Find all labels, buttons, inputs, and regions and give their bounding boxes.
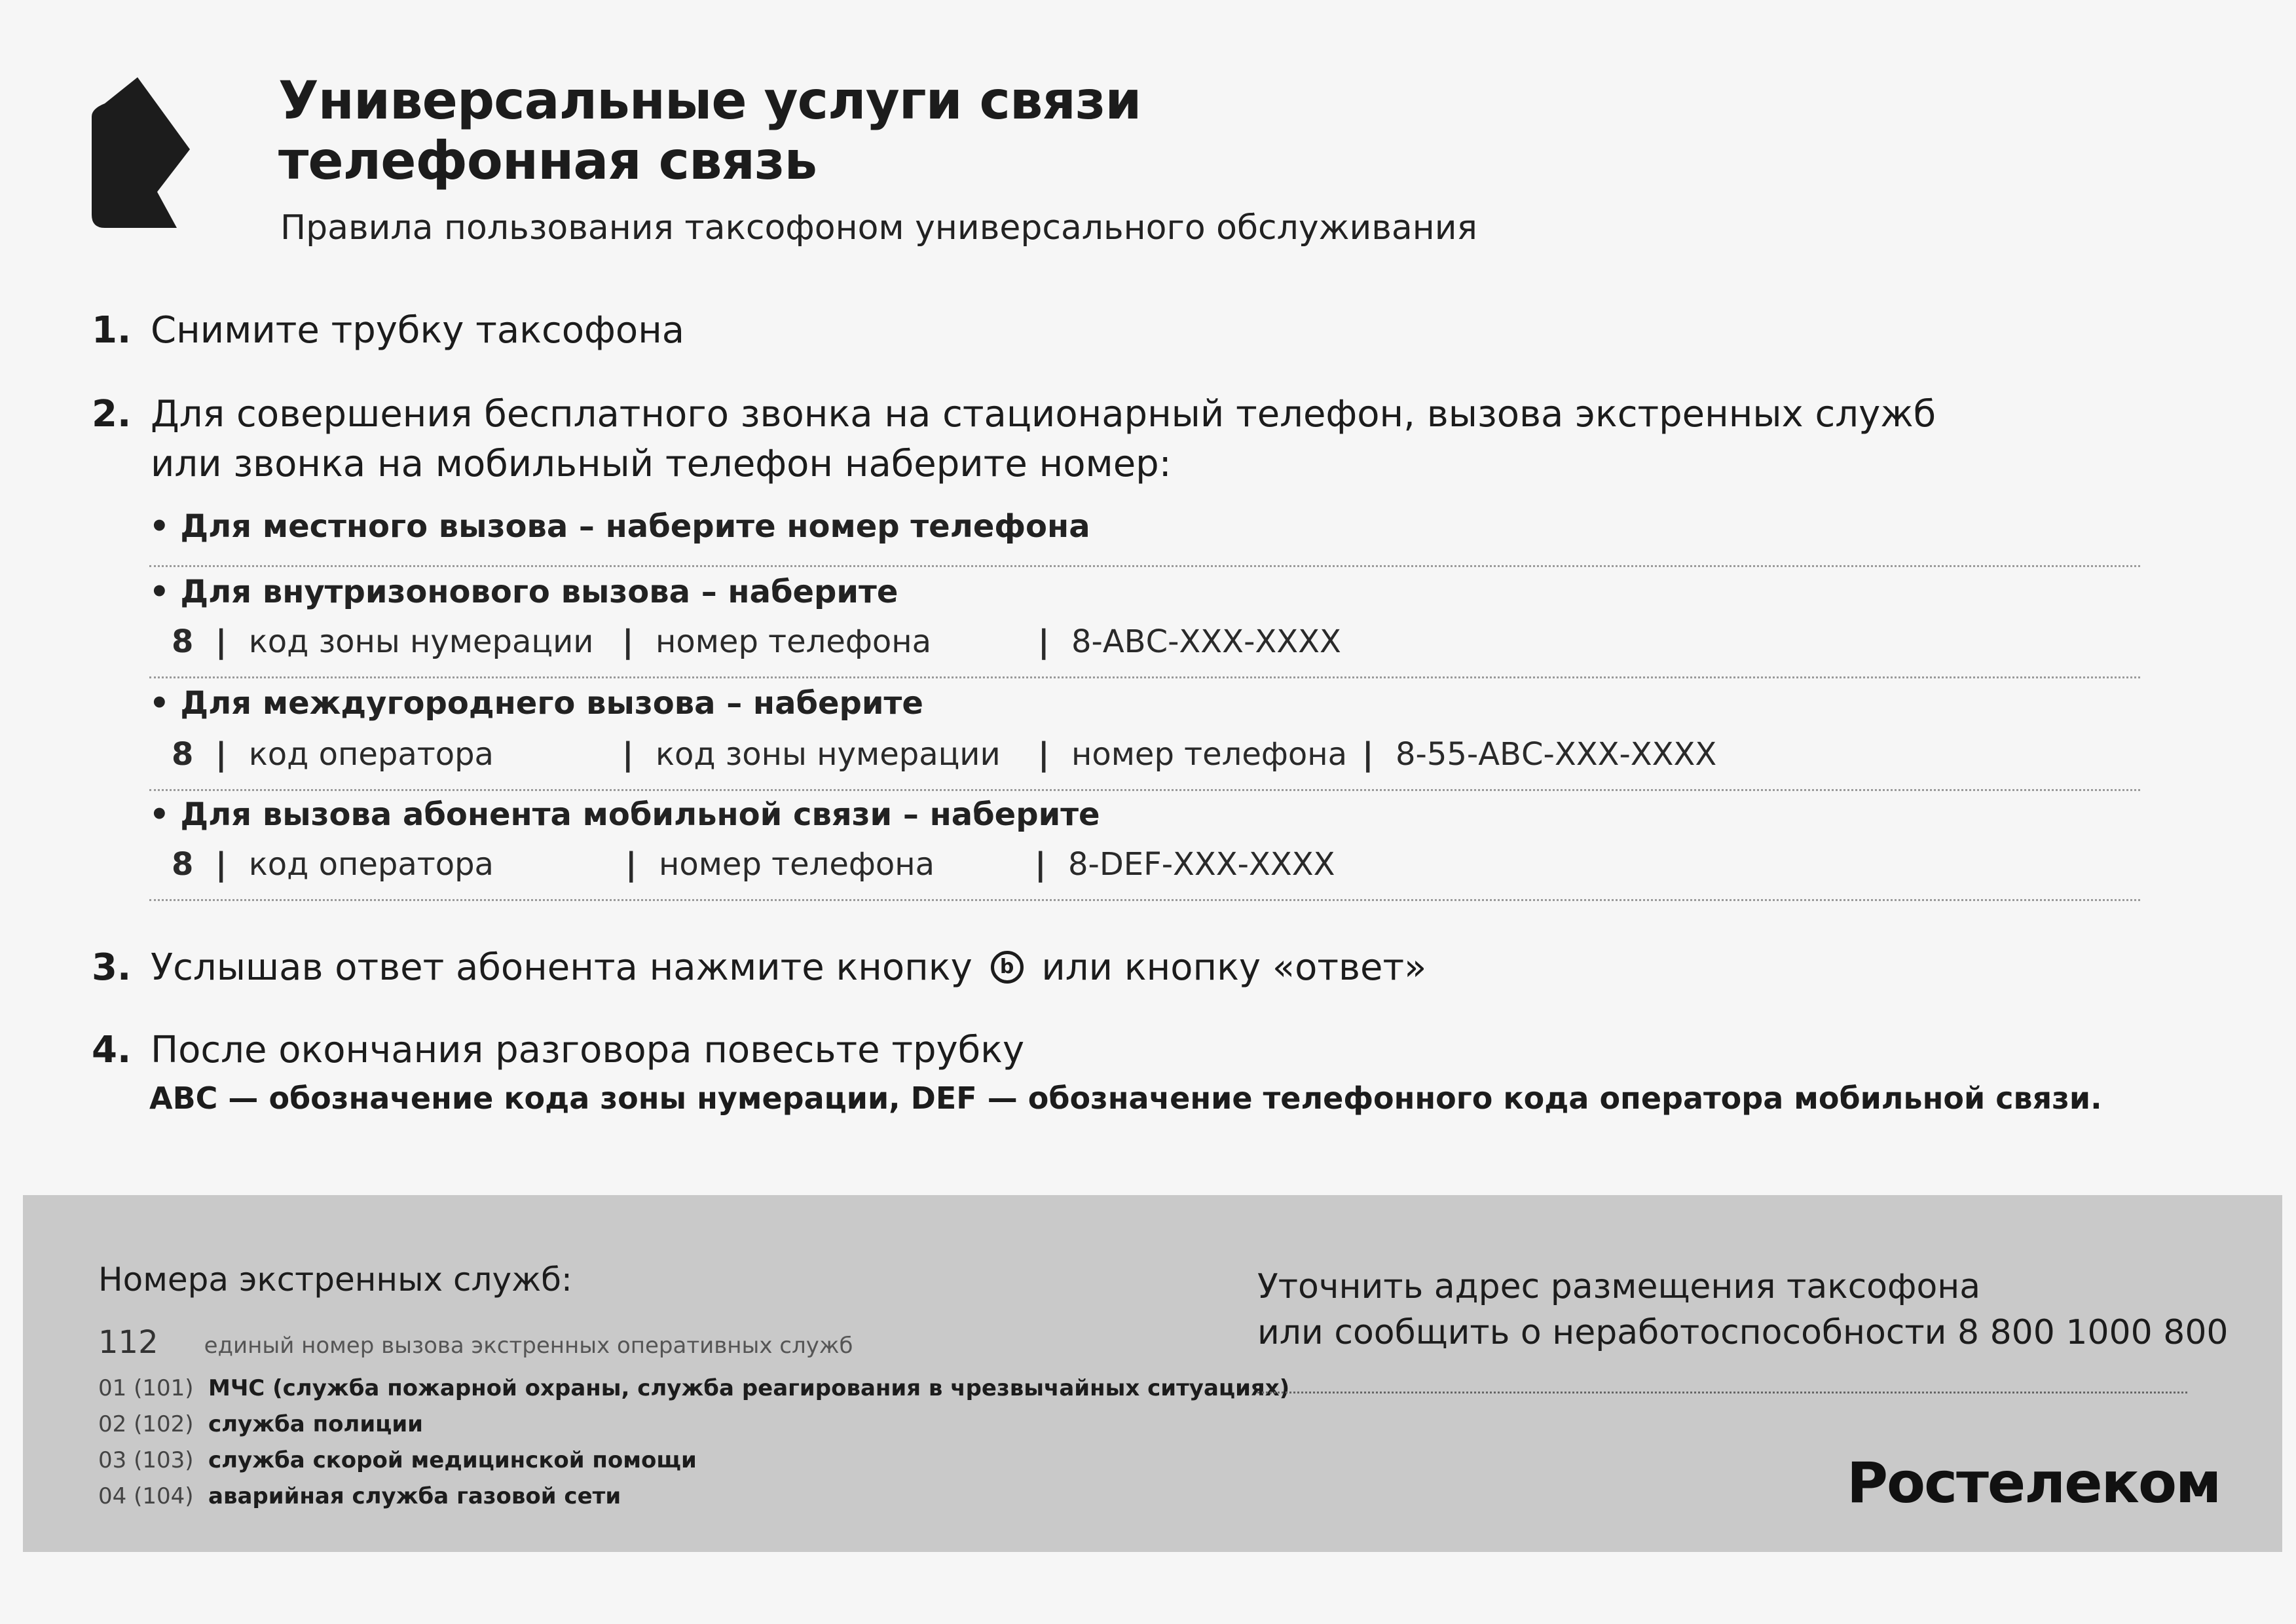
rule-longdistance-part2: | код зоны нумерации <box>622 736 1001 773</box>
part: код оператора <box>248 846 494 883</box>
emergency-item <box>98 1375 1289 1401</box>
part: номер телефона <box>655 623 932 660</box>
emergency-desc: аварийная служба газовой сети <box>208 1483 621 1509</box>
step-number: 4. <box>92 1029 132 1071</box>
format: 8-55-АВС-ХХХ-ХХХХ <box>1395 736 1717 773</box>
emergency-code: 03 (103) <box>98 1447 194 1473</box>
emergency-desc: служба полиции <box>208 1411 423 1437</box>
step-text: Снимите трубку таксофона <box>151 309 685 352</box>
format: 8-DEF-ХХХ-ХХХХ <box>1067 846 1335 883</box>
format: 8-АВС-ХХХ-ХХХХ <box>1071 623 1341 660</box>
emergency-item <box>98 1483 621 1509</box>
prefix: 8 <box>172 736 194 773</box>
divider <box>1257 1392 2187 1393</box>
page-title <box>278 71 1141 191</box>
rule-title: • Для местного вызова – наберите номер телефона <box>149 508 1090 545</box>
step-number: 3. <box>92 946 132 989</box>
contact-info <box>1257 1264 2228 1356</box>
abbreviation-note: АВС — обозначение кода зоны нумерации, DEF — обозначение телефонного кода оператора мобильной связи. <box>149 1080 2102 1116</box>
step-text <box>151 943 1426 993</box>
part: код зоны нумерации <box>248 623 594 660</box>
rule-local <box>149 508 2140 545</box>
prefix: 8 <box>172 623 194 660</box>
step-text <box>151 390 1936 489</box>
contact-line-2: или сообщить о неработоспособности 8 800 1000 800 <box>1257 1313 2229 1352</box>
rule-title: • Для междугороднего вызова – наберите <box>149 685 923 722</box>
part: код зоны нумерации <box>655 736 1001 773</box>
page-subtitle: Правила пользования таксофоном универсального обслуживания <box>280 208 1477 248</box>
rule-longdistance <box>149 685 2140 722</box>
part: номер телефона <box>658 846 935 883</box>
rule-mobile <box>149 796 2140 833</box>
contact-line-1: Уточнить адрес размещения таксофона <box>1257 1267 1981 1306</box>
brand-wordmark: Ростелеком <box>1847 1450 2221 1516</box>
rostelecom-logo-icon <box>92 77 190 228</box>
divider <box>149 899 2140 901</box>
part: номер телефона <box>1071 736 1348 773</box>
rule-intrazone-format: | 8-АВС-ХХХ-ХХХХ <box>1038 623 1341 660</box>
part: код оператора <box>248 736 494 773</box>
emergency-code: 04 (104) <box>98 1483 194 1509</box>
rule-title: • Для внутризонового вызова – наберите <box>149 574 898 610</box>
prefix: 8 <box>172 846 194 883</box>
rule-mobile-part2: | номер телефона <box>625 846 935 883</box>
divider <box>149 565 2140 567</box>
rule-intrazone <box>149 574 2140 610</box>
step-1 <box>92 306 684 356</box>
step-text-after: или кнопку «ответ» <box>1041 946 1427 989</box>
emergency-title: Номера экстренных служб: <box>98 1261 572 1299</box>
answer-button-icon: b <box>991 951 1024 984</box>
step-text-line-2: или звонка на мобильный телефон наберите номер: <box>151 443 1172 485</box>
title-line-1: Универсальные услуги связи <box>278 70 1141 131</box>
step-3 <box>92 943 1426 993</box>
title-line-2: телефонная связь <box>278 130 817 191</box>
emergency-main-number: 112 <box>98 1324 158 1361</box>
step-number: 1. <box>92 309 132 352</box>
emergency-code: 01 (101) <box>98 1375 194 1401</box>
rule-longdistance-row: 8 | код оператора <box>172 736 494 773</box>
rule-title: • Для вызова абонента мобильной связи – наберите <box>149 796 1100 833</box>
emergency-code: 02 (102) <box>98 1411 194 1437</box>
emergency-desc: служба скорой медицинской помощи <box>208 1447 697 1473</box>
rule-longdistance-part3: | номер телефона <box>1038 736 1348 773</box>
emergency-main-desc: единый номер вызова экстренных оперативных служб <box>204 1333 853 1359</box>
rule-intrazone-row: 8 | код зоны нумерации <box>172 623 594 660</box>
rule-longdistance-format: | 8-55-АВС-ХХХ-ХХХХ <box>1362 736 1717 773</box>
divider <box>149 676 2140 678</box>
emergency-112 <box>98 1324 853 1361</box>
rule-intrazone-part2: | номер телефона <box>622 623 932 660</box>
rule-mobile-format: | 8-DEF-ХХХ-ХХХХ <box>1035 846 1335 883</box>
step-text: После окончания разговора повесьте трубку <box>151 1029 1025 1071</box>
emergency-item <box>98 1447 697 1473</box>
rule-mobile-row: 8 | код оператора <box>172 846 494 883</box>
step-4 <box>92 1025 1024 1075</box>
step-text-before: Услышав ответ абонента нажмите кнопку <box>151 946 972 989</box>
step-text-line-1: Для совершения бесплатного звонка на стационарный телефон, вызова экстренных служб <box>151 393 1936 435</box>
step-number: 2. <box>92 393 132 435</box>
emergency-item <box>98 1411 423 1437</box>
emergency-desc: МЧС (служба пожарной охраны, служба реагирования в чрезвычайных ситуациях) <box>208 1375 1290 1401</box>
divider <box>149 789 2140 791</box>
step-2 <box>92 390 1936 489</box>
